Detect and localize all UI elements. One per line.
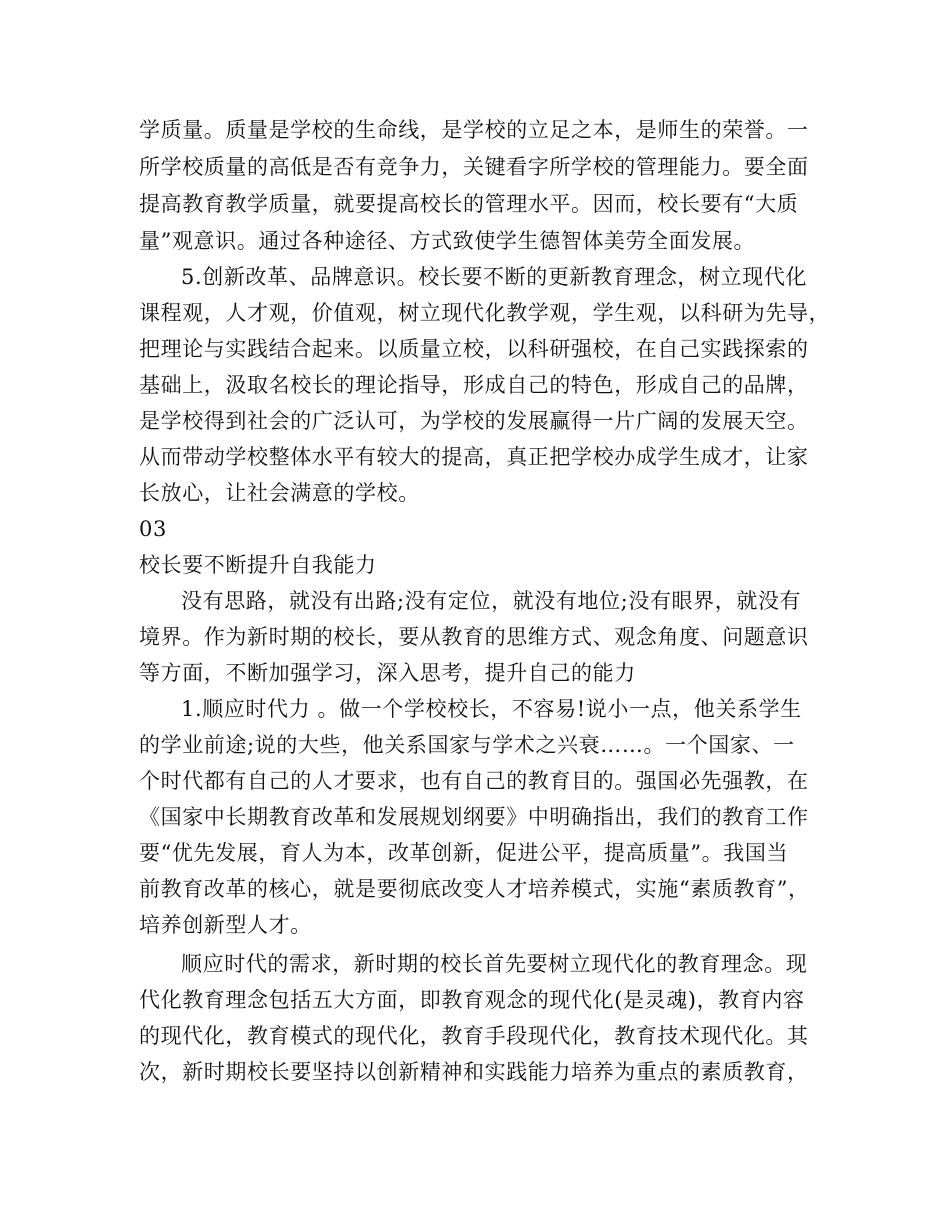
- section-number: 03: [139, 517, 167, 541]
- paragraph-line: 个时代都有自己的人才要求，也有自己的教育目的。强国必先强教，在: [139, 769, 809, 793]
- paragraph-line: 提高教育教学质量，就要提高校长的管理水平。因而，校长要有“大质: [139, 192, 799, 216]
- paragraph-line: 把理论与实践结合起来。以质量立校，以科研强校，在自己实践探索的: [139, 337, 809, 361]
- paragraph-line: 所学校质量的高低是否有竞争力，关键看字所学校的管理能力。要全面: [139, 155, 809, 179]
- paragraph-line: 量”观意识。通过各种途径、方式致使学生德智体美劳全面发展。: [139, 229, 756, 253]
- paragraph-line: 的现代化，教育模式的现代化，教育手段现代化，教育技术现代化。其: [139, 1024, 809, 1048]
- paragraph-line: 代化教育理念包括五大方面，即教育观念的现代化(是灵魂)，教育内容: [139, 988, 805, 1012]
- paragraph-line: 学质量。质量是学校的生命线，是学校的立足之本，是师生的荣誉。一: [139, 118, 809, 142]
- paragraph-line: 《国家中长期教育改革和发展规划纲要》中明确指出，我们的教育工作: [139, 805, 809, 829]
- paragraph-line: 是学校得到社会的广泛认可，为学校的发展赢得一片广阔的发展天空。: [139, 409, 809, 433]
- paragraph-line: 培养创新型人才。: [139, 913, 312, 937]
- paragraph-line: 没有思路，就没有出路;没有定位，就没有地位;没有眼界，就没有: [181, 589, 802, 613]
- paragraph-line: 基础上，汲取名校长的理论指导，形成自己的特色，形成自己的品牌，: [139, 373, 809, 397]
- paragraph-line: 要“优先发展，育人为本，改革创新，促进公平，提高质量”。我国当: [139, 841, 789, 865]
- paragraph-line: 境界。作为新时期的校长，要从教育的思维方式、观念角度、问题意识: [139, 625, 809, 649]
- paragraph-line: 从而带动学校整体水平有较大的提高，真正把学校办成学生成才，让家: [139, 445, 809, 469]
- paragraph-line: 次，新时期校长要坚持以创新精神和实践能力培养为重点的素质教育，: [139, 1060, 809, 1084]
- paragraph-line: 5.创新改革、品牌意识。校长要不断的更新教育理念，树立现代化: [181, 265, 808, 289]
- paragraph-line: 的学业前途;说的大些，他关系国家与学术之兴衰……。一个国家、一: [139, 733, 795, 757]
- section-heading: 校长要不断提升自我能力: [139, 553, 377, 577]
- paragraph-line: 1.顺应时代力 。做一个学校校长，不容易!说小一点，他关系学生: [181, 697, 802, 721]
- paragraph-line: 等方面，不断加强学习，深入思考，提升自己的能力: [139, 661, 636, 685]
- paragraph-line: 课程观，人才观，价值观，树立现代化教学观，学生观，以科研为先导，: [139, 301, 831, 325]
- paragraph-line: 前教育改革的核心，就是要彻底改变人才培养模式，实施“素质教育”，: [139, 877, 810, 901]
- paragraph-line: 长放心，让社会满意的学校。: [139, 481, 420, 505]
- paragraph-line: 顺应时代的需求，新时期的校长首先要树立现代化的教育理念。现: [181, 952, 808, 976]
